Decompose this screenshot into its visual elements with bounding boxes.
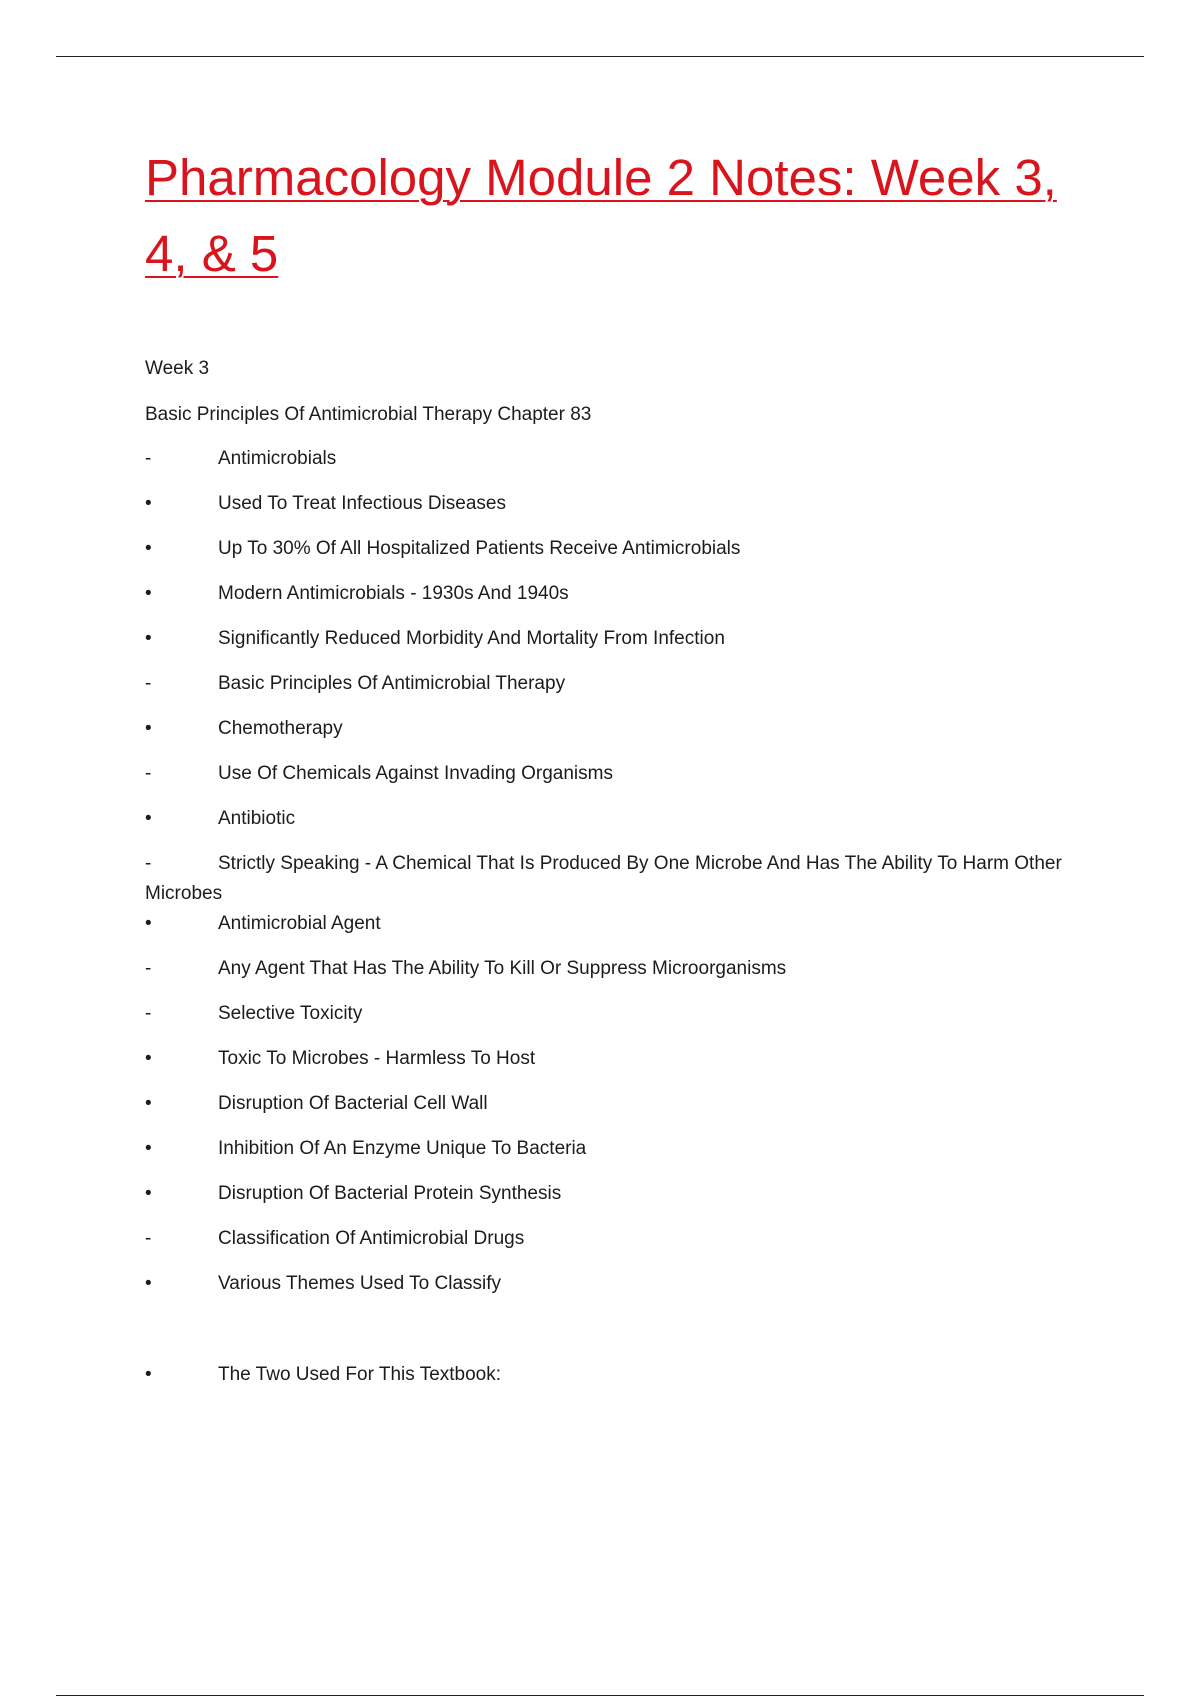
list-item bbox=[145, 1089, 1075, 1134]
list-item bbox=[145, 1179, 1075, 1224]
list-item-text: Classification Of Antimicrobial Drugs bbox=[218, 1228, 525, 1249]
chapter-heading: Basic Principles Of Antimicrobial Therapy Chapter 83 bbox=[145, 404, 592, 425]
document-title bbox=[145, 140, 1085, 292]
list-item bbox=[145, 1269, 1075, 1314]
bullet-marker: • bbox=[145, 1273, 152, 1294]
dash-marker: - bbox=[145, 958, 152, 979]
list-item-text: Antimicrobial Agent bbox=[218, 913, 381, 934]
list-item bbox=[145, 849, 1075, 909]
list-item bbox=[145, 444, 1075, 489]
dash-marker: - bbox=[145, 763, 152, 784]
list-item bbox=[145, 759, 1075, 804]
bullet-marker: • bbox=[145, 718, 152, 739]
dash-marker: - bbox=[145, 1228, 152, 1249]
list-item-text: The Two Used For This Textbook: bbox=[218, 1364, 502, 1385]
list-item bbox=[145, 909, 1075, 954]
list-item-text: Significantly Reduced Morbidity And Mortality From Infection bbox=[218, 628, 725, 649]
bullet-marker: • bbox=[145, 1183, 152, 1204]
bullet-marker: • bbox=[145, 583, 152, 604]
list-item-text: Toxic To Microbes - Harmless To Host bbox=[218, 1048, 536, 1069]
list-item bbox=[145, 1134, 1075, 1179]
week-heading: Week 3 bbox=[145, 358, 210, 379]
top-page-rule bbox=[56, 56, 1144, 57]
blank-line bbox=[145, 1314, 1075, 1360]
dash-marker: - bbox=[145, 448, 152, 469]
list-item-text: Various Themes Used To Classify bbox=[218, 1273, 502, 1294]
list-item-text: Used To Treat Infectious Diseases bbox=[218, 493, 506, 514]
list-item bbox=[145, 669, 1075, 714]
list-item-text: Inhibition Of An Enzyme Unique To Bacteria bbox=[218, 1138, 587, 1159]
dash-marker: - bbox=[145, 1003, 152, 1024]
bottom-page-rule bbox=[56, 1695, 1144, 1696]
bullet-marker: • bbox=[145, 1364, 152, 1385]
list-item bbox=[145, 624, 1075, 669]
bullet-marker: • bbox=[145, 538, 152, 559]
list-item bbox=[145, 1360, 1075, 1405]
list-item-text: Antibiotic bbox=[218, 808, 296, 829]
list-item bbox=[145, 954, 1075, 999]
list-item-text: Strictly Speaking - A Chemical That Is Produced By One Microbe And Has The Ability To Harm Other Microbes bbox=[145, 853, 1062, 904]
list-item-text: Basic Principles Of Antimicrobial Therapy bbox=[218, 673, 566, 694]
bullet-marker: • bbox=[145, 1138, 152, 1159]
list-item bbox=[145, 579, 1075, 624]
list-item-text: Use Of Chemicals Against Invading Organisms bbox=[218, 763, 613, 784]
dash-marker: - bbox=[145, 853, 152, 874]
list-item bbox=[145, 489, 1075, 534]
list-item bbox=[145, 1224, 1075, 1269]
bullet-marker: • bbox=[145, 628, 152, 649]
list-item bbox=[145, 1044, 1075, 1089]
list-item-text: Selective Toxicity bbox=[218, 1003, 363, 1024]
list-item-text: Any Agent That Has The Ability To Kill Or Suppress Microorganisms bbox=[218, 958, 787, 979]
bullet-marker: • bbox=[145, 1093, 152, 1114]
list-item bbox=[145, 534, 1075, 579]
bullet-marker: • bbox=[145, 1048, 152, 1069]
list-item-text: Disruption Of Bacterial Protein Synthesis bbox=[218, 1183, 562, 1204]
dash-marker: - bbox=[145, 673, 152, 694]
list-item-text: Up To 30% Of All Hospitalized Patients Receive Antimicrobials bbox=[218, 538, 741, 559]
bullet-marker: • bbox=[145, 808, 152, 829]
list-item bbox=[145, 999, 1075, 1044]
list-item-text: Chemotherapy bbox=[218, 718, 343, 739]
document-body bbox=[145, 352, 1075, 1405]
list-item-text: Antimicrobials bbox=[218, 448, 337, 469]
list-item-text: Modern Antimicrobials - 1930s And 1940s bbox=[218, 583, 569, 604]
document-title-text: Pharmacology Module 2 Notes: Week 3, 4, & 5 bbox=[145, 149, 1057, 282]
list-item-text: Disruption Of Bacterial Cell Wall bbox=[218, 1093, 488, 1114]
bullet-marker: • bbox=[145, 913, 152, 934]
list-item bbox=[145, 714, 1075, 759]
bullet-marker: • bbox=[145, 493, 152, 514]
list-item bbox=[145, 804, 1075, 849]
